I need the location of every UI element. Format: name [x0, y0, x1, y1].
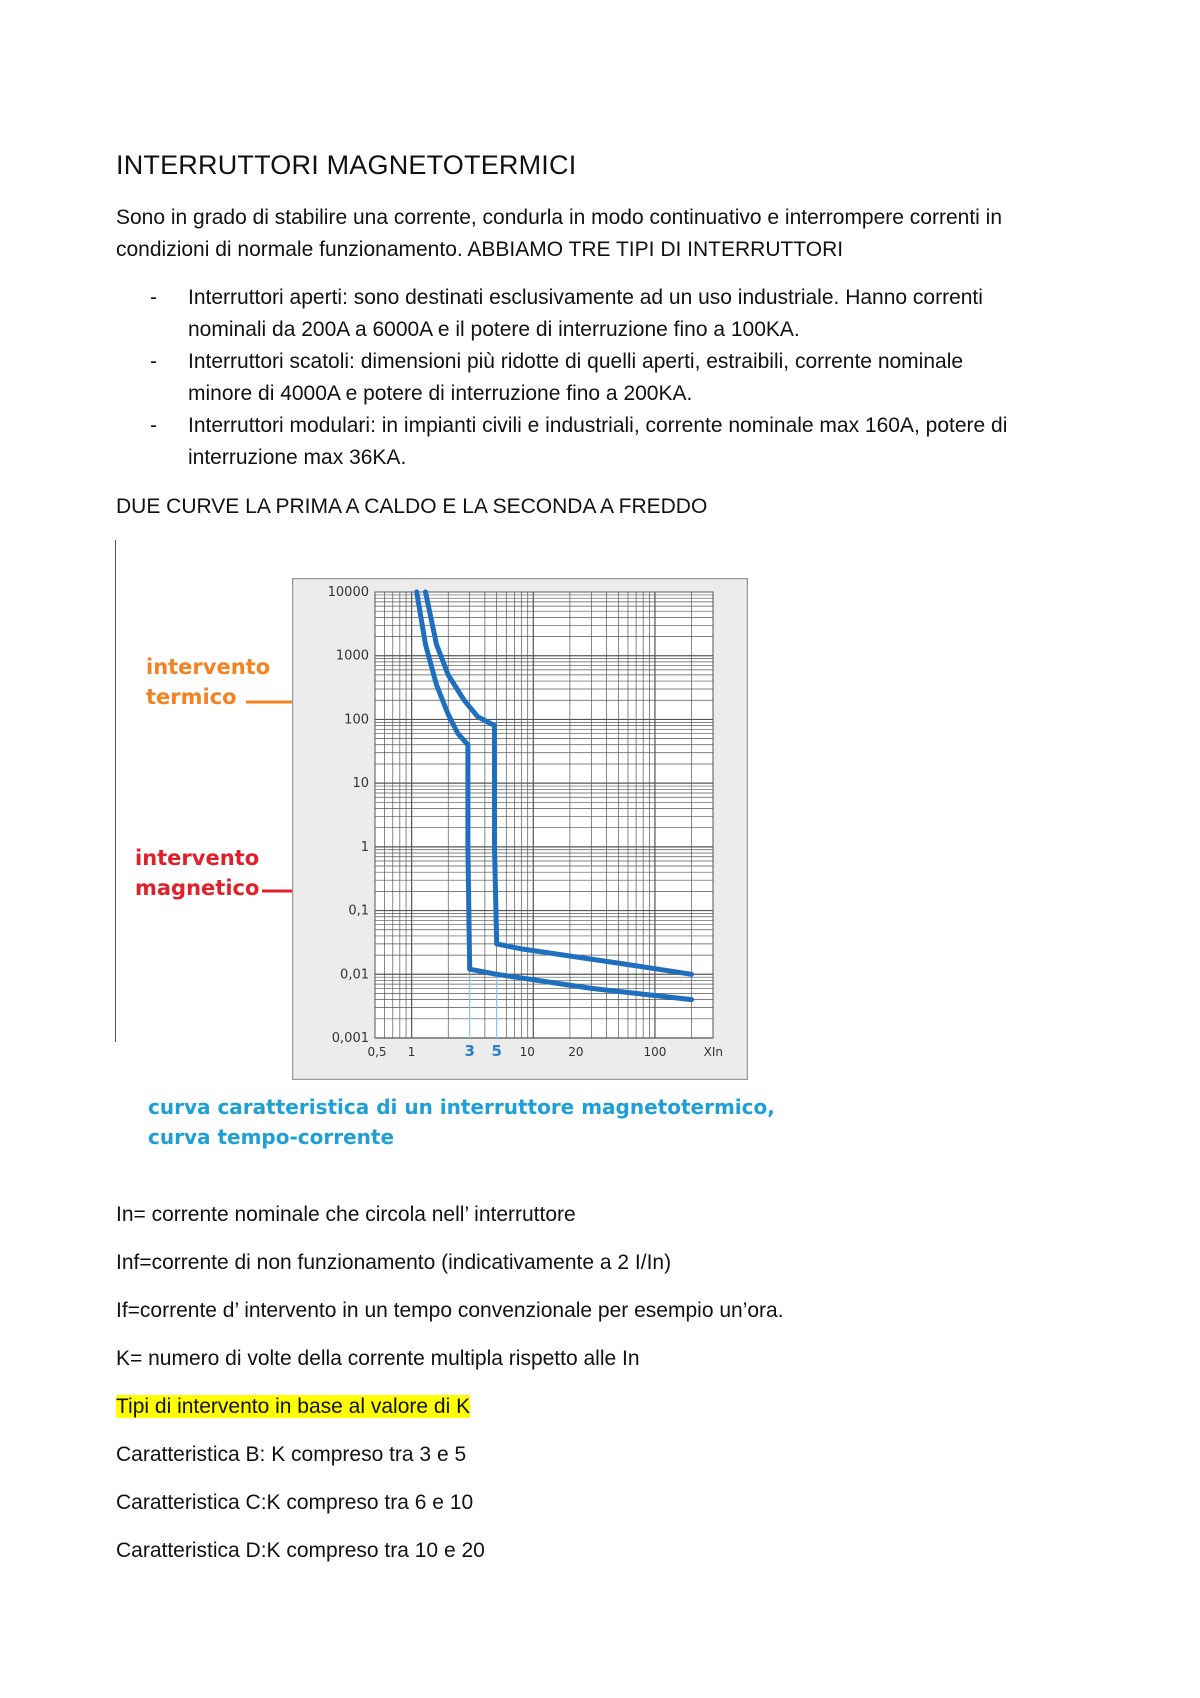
- annotation-magnetic-line-2: magnetico: [135, 876, 260, 900]
- list-item-line: nominali da 200A a 6000A e il potere di interruzione fino a 100KA.: [188, 318, 800, 341]
- chart-svg: [292, 578, 748, 1080]
- y-tick-label: 0,01: [340, 967, 369, 983]
- y-tick-label: 10000: [327, 585, 369, 600]
- x-tick-label: 0,5: [367, 1045, 387, 1059]
- definition-k: K= numero di volte della corrente multipla rispetto alle In: [116, 1347, 640, 1370]
- list-dash: -: [150, 350, 157, 373]
- x-tick-label: XIn: [703, 1045, 723, 1059]
- definition-inf: Inf=corrente di non funzionamento (indicativamente a 2 I/In): [116, 1251, 672, 1274]
- x-tick-label: 10: [519, 1045, 535, 1059]
- time-current-chart: [292, 578, 748, 1080]
- list-dash: -: [150, 286, 157, 309]
- list-item-line: minore di 4000A e potere di interruzione fino a 200KA.: [188, 382, 693, 405]
- y-tick-label: 10: [352, 776, 369, 792]
- annotation-thermal-line-2: termico: [146, 685, 237, 709]
- definition-in: In= corrente nominale che circola nell’ interruttore: [116, 1203, 576, 1226]
- characteristic-b: Caratteristica B: K compreso tra 3 e 5: [116, 1443, 467, 1466]
- list-dash: -: [150, 414, 157, 437]
- chart-caption-line-2: curva tempo-corrente: [148, 1125, 395, 1149]
- list-item-line: interruzione max 36KA.: [188, 446, 407, 469]
- chart-caption-line-1: curva caratteristica di un interruttore magnetotermico,: [148, 1095, 775, 1119]
- x-tick-label: 3: [464, 1042, 475, 1060]
- x-tick-label: 20: [568, 1045, 584, 1059]
- intro-line-2: condizioni di normale funzionamento. ABBIAMO TRE TIPI DI INTERRUTTORI: [116, 238, 844, 261]
- x-tick-label: 5: [491, 1042, 502, 1060]
- curves-heading: DUE CURVE LA PRIMA A CALDO E LA SECONDA A FREDDO: [116, 495, 708, 518]
- x-tick-label: 1: [407, 1045, 416, 1059]
- y-tick-label: 0,1: [348, 903, 369, 919]
- list-item-line: Interruttori scatoli: dimensioni più ridotte di quelli aperti, estraibili, corrente nominale: [188, 350, 964, 373]
- characteristic-c: Caratteristica C:K compreso tra 6 e 10: [116, 1491, 474, 1514]
- x-tick-label: 100: [643, 1045, 667, 1059]
- y-tick-label: 1: [360, 839, 369, 855]
- intro-line-1: Sono in grado di stabilire una corrente, condurla in modo continuativo e interrompere correnti in: [116, 206, 1002, 229]
- y-tick-label: 0,001: [331, 1031, 369, 1046]
- page-title: INTERRUTTORI MAGNETOTERMICI: [116, 150, 577, 180]
- y-tick-label: 1000: [335, 648, 369, 664]
- definition-if: If=corrente d’ intervento in un tempo convenzionale per esempio un’ora.: [116, 1299, 784, 1322]
- annotation-magnetic-line-1: intervento: [135, 846, 260, 870]
- highlight-heading: [116, 1392, 470, 1422]
- annotation-thermal-line-1: intervento: [146, 655, 271, 679]
- highlight-text: Tipi di intervento in base al valore di K: [116, 1395, 471, 1418]
- y-tick-label: 100: [344, 712, 369, 728]
- list-item-line: Interruttori aperti: sono destinati esclusivamente ad un uso industriale. Hanno correnti: [188, 286, 983, 309]
- list-item-line: Interruttori modulari: in impianti civili e industriali, corrente nominale max 160A, potere di: [188, 414, 1008, 437]
- characteristic-d: Caratteristica D:K compreso tra 10 e 20: [116, 1539, 485, 1562]
